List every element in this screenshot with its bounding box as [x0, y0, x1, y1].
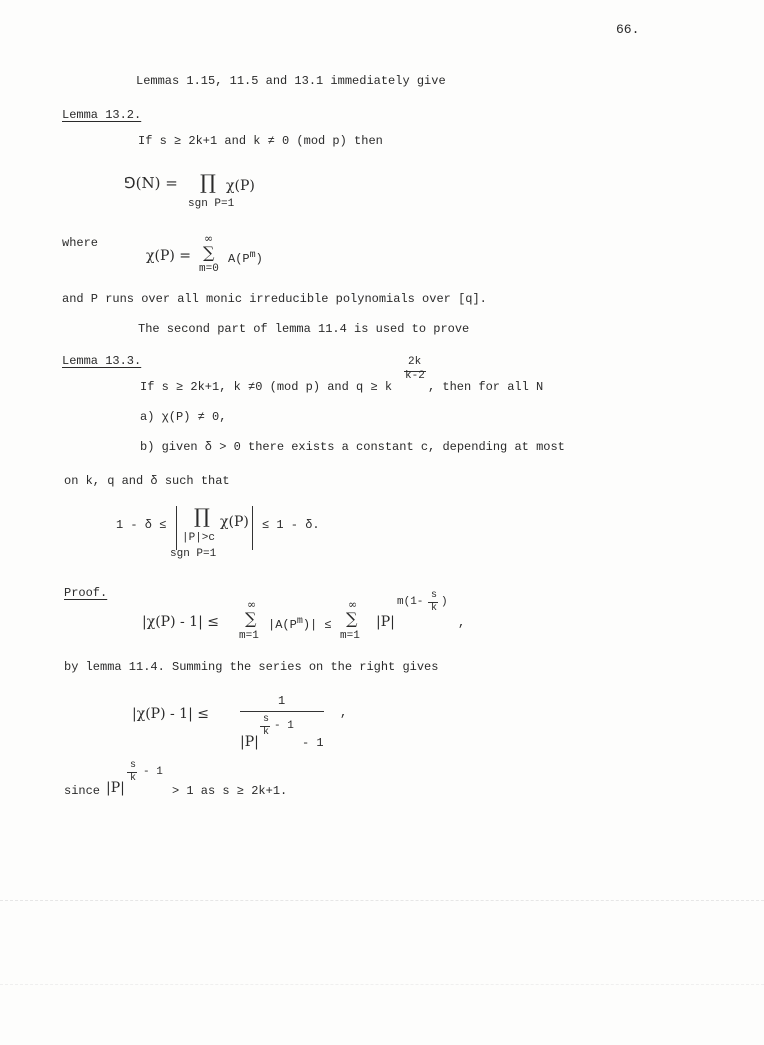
- sum-lower: m=0: [199, 263, 219, 275]
- since-exp-tail: - 1: [143, 766, 163, 778]
- line2-den-tail: - 1: [302, 736, 324, 750]
- line1-comma: ,: [458, 616, 466, 630]
- line1-exp-pre: m(1-: [397, 596, 424, 608]
- line2-den-exp-tail: - 1: [274, 720, 294, 732]
- where-label: where: [62, 236, 99, 250]
- line1-lhs: |χ(P) - 1| ≤: [142, 614, 219, 630]
- lemma-13-2-heading: Lemma 13.2.: [62, 108, 142, 122]
- line2-comma: ,: [340, 706, 348, 720]
- chi-term: [228, 250, 263, 266]
- line1-lower1: m=1: [239, 630, 259, 642]
- ineq-sub2: sgn P=1: [170, 548, 217, 560]
- chi-term-exp: m: [249, 250, 256, 261]
- line1-sum2: ∑: [346, 609, 358, 628]
- condition-pre: If s ≥ 2k+1, k ≠0 (mod p) and q ≥ k: [140, 380, 393, 394]
- condition-exp-num: 2k: [408, 356, 422, 368]
- abs-bar-left: [176, 506, 177, 550]
- line2-lhs: |χ(P) - 1| ≤: [132, 706, 209, 722]
- line1-upper2: ∞: [348, 598, 358, 611]
- since-pre: since: [64, 784, 101, 798]
- line1-mid-base: |A(P: [268, 618, 297, 632]
- sum-symbol: ∑: [203, 243, 215, 262]
- since-exp-num: s: [130, 760, 137, 771]
- abs-bar-right: [252, 506, 253, 550]
- line2-fraction-bar: [240, 711, 324, 712]
- line1-lower2: m=1: [340, 630, 360, 642]
- ineq-right: ≤ 1 - δ.: [262, 518, 320, 532]
- line1-exp-num: s: [431, 590, 438, 601]
- proof-heading: Proof.: [64, 586, 108, 600]
- since-base: |P|: [106, 780, 125, 796]
- ineq-term: χ(P): [220, 514, 249, 530]
- by-lemma-line: by lemma 11.4. Summing the series on the right gives: [64, 660, 439, 674]
- since-post: > 1 as s ≥ 2k+1.: [172, 784, 288, 798]
- chi-term-base: A(P: [228, 252, 250, 266]
- line2-numerator: 1: [278, 694, 286, 708]
- ineq-product: ∏: [194, 504, 210, 528]
- line1-mid-exp: m: [296, 616, 303, 627]
- ineq-left: 1 - δ ≤: [116, 518, 167, 532]
- line1-base: |P|: [376, 614, 395, 630]
- scan-fold-line-lower: [0, 984, 764, 985]
- scan-fold-line: [0, 900, 764, 901]
- item-a: a) χ(P) ≠ 0,: [140, 410, 227, 424]
- since-exp-den: k: [130, 773, 137, 784]
- lemma-13-2-condition: If s ≥ 2k+1 and k ≠ 0 (mod p) then: [138, 134, 383, 148]
- formula-lhs: ⅁(N) =: [124, 174, 178, 192]
- page-number: 66.: [616, 22, 640, 37]
- formula-subscript: sgn P=1: [188, 198, 235, 210]
- formula-rhs: χ(P): [226, 178, 255, 194]
- item-b-continued: on k, q and δ such that: [64, 474, 230, 488]
- product-symbol: ∏: [200, 170, 216, 194]
- item-b: b) given δ > 0 there exists a constant c, depending at most: [140, 440, 565, 454]
- chi-term-close: ): [255, 252, 263, 266]
- ineq-sub1: |P|>c: [182, 532, 216, 544]
- line2-den-exp-num: s: [263, 714, 270, 725]
- lemma-13-2-tail: and P runs over all monic irreducible polynomials over [q].: [62, 292, 487, 306]
- lemma-11-4-note: The second part of lemma 11.4 is used to prove: [138, 322, 470, 336]
- line1-mid: [268, 616, 332, 632]
- line1-sum1: ∑: [245, 609, 257, 628]
- intro-line: Lemmas 1.15, 11.5 and 13.1 immediately give: [136, 74, 446, 88]
- chi-lhs: χ(P) =: [146, 248, 192, 264]
- lemma-13-3-heading: Lemma 13.3.: [62, 354, 142, 368]
- line2-den-exp-den: k: [263, 727, 270, 738]
- sum-upper: ∞: [204, 232, 214, 245]
- line1-upper1: ∞: [247, 598, 257, 611]
- line2-den-base: |P|: [240, 734, 259, 750]
- line1-mid-close: )| ≤: [302, 618, 332, 632]
- condition-post: , then for all N: [428, 380, 544, 394]
- line1-exp-den: k: [431, 603, 438, 614]
- line1-exp-post: ): [441, 596, 448, 608]
- condition-exp-den: k-2: [405, 370, 425, 382]
